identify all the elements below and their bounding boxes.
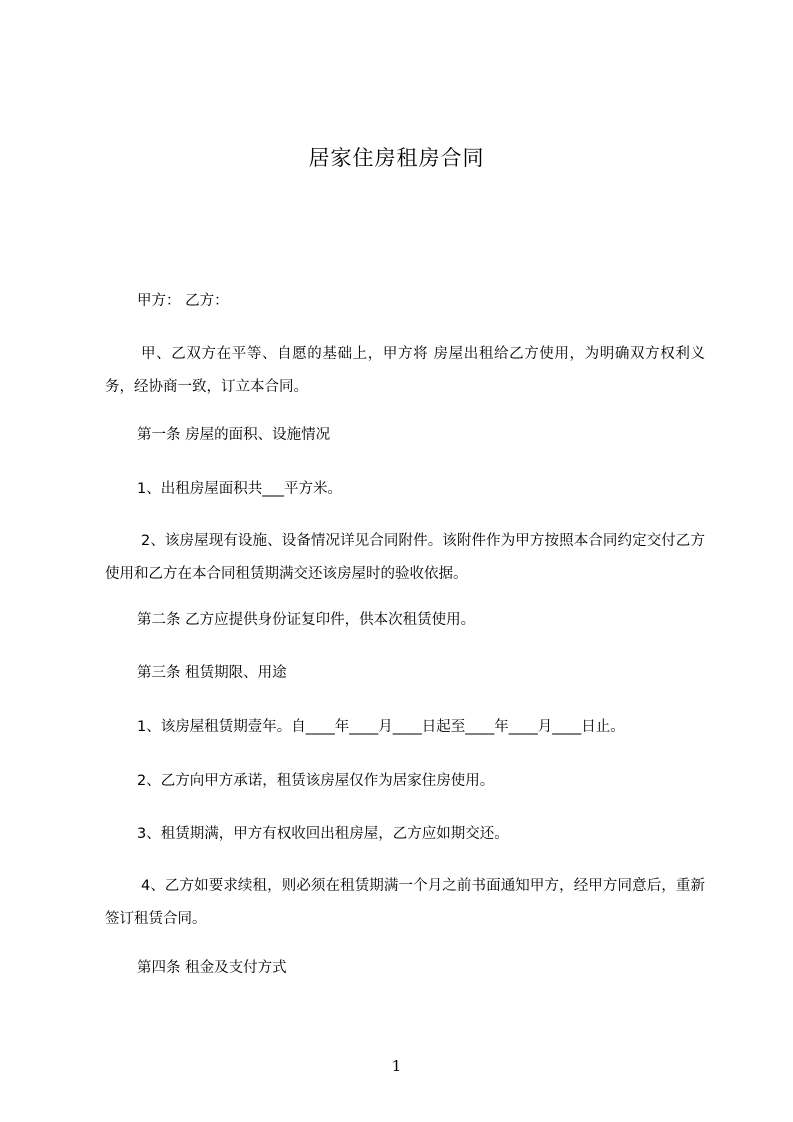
- document-title: 居家住房租房合同: [308, 146, 485, 170]
- page-number: 1: [391, 1057, 402, 1075]
- article3-item2: 2、乙方向甲方承诺，租赁该房屋仅作为居家住房使用。: [137, 773, 495, 789]
- article1-item1: 1、出租房屋面积共___平方米。: [137, 481, 342, 497]
- article3-item1: 1、该房屋租赁期壹年。自____年____月____日起至____年____月____日止。: [137, 719, 625, 735]
- article2: 第二条 乙方应提供身份证复印件，供本次租赁使用。: [137, 612, 476, 628]
- intro-paragraph: 甲、乙双方在平等、自愿的基础上，甲方将 房屋出租给乙方使用，为明确双方权利义务，经协商一致，订立本合同。: [105, 346, 705, 395]
- article1-heading: 第一条 房屋的面积、设施情况: [137, 427, 331, 443]
- article3-item4: 4、乙方如要求续租，则必须在租赁期满一个月之前书面通知甲方，经甲方同意后，重新签订租赁合同。: [105, 878, 705, 927]
- article3-heading: 第三条 租赁期限、用途: [137, 665, 287, 681]
- article1-item2: 2、该房屋现有设施、设备情况详见合同附件。该附件作为甲方按照本合同约定交付乙方使用和乙方在本合同租赁期满交还该房屋时的验收依据。: [105, 533, 705, 582]
- article4-heading: 第四条 租金及支付方式: [137, 960, 287, 976]
- parties-line: 甲方： 乙方：: [137, 293, 229, 309]
- article3-item3: 3、租赁期满，甲方有权收回出租房屋，乙方应如期交还。: [137, 826, 509, 842]
